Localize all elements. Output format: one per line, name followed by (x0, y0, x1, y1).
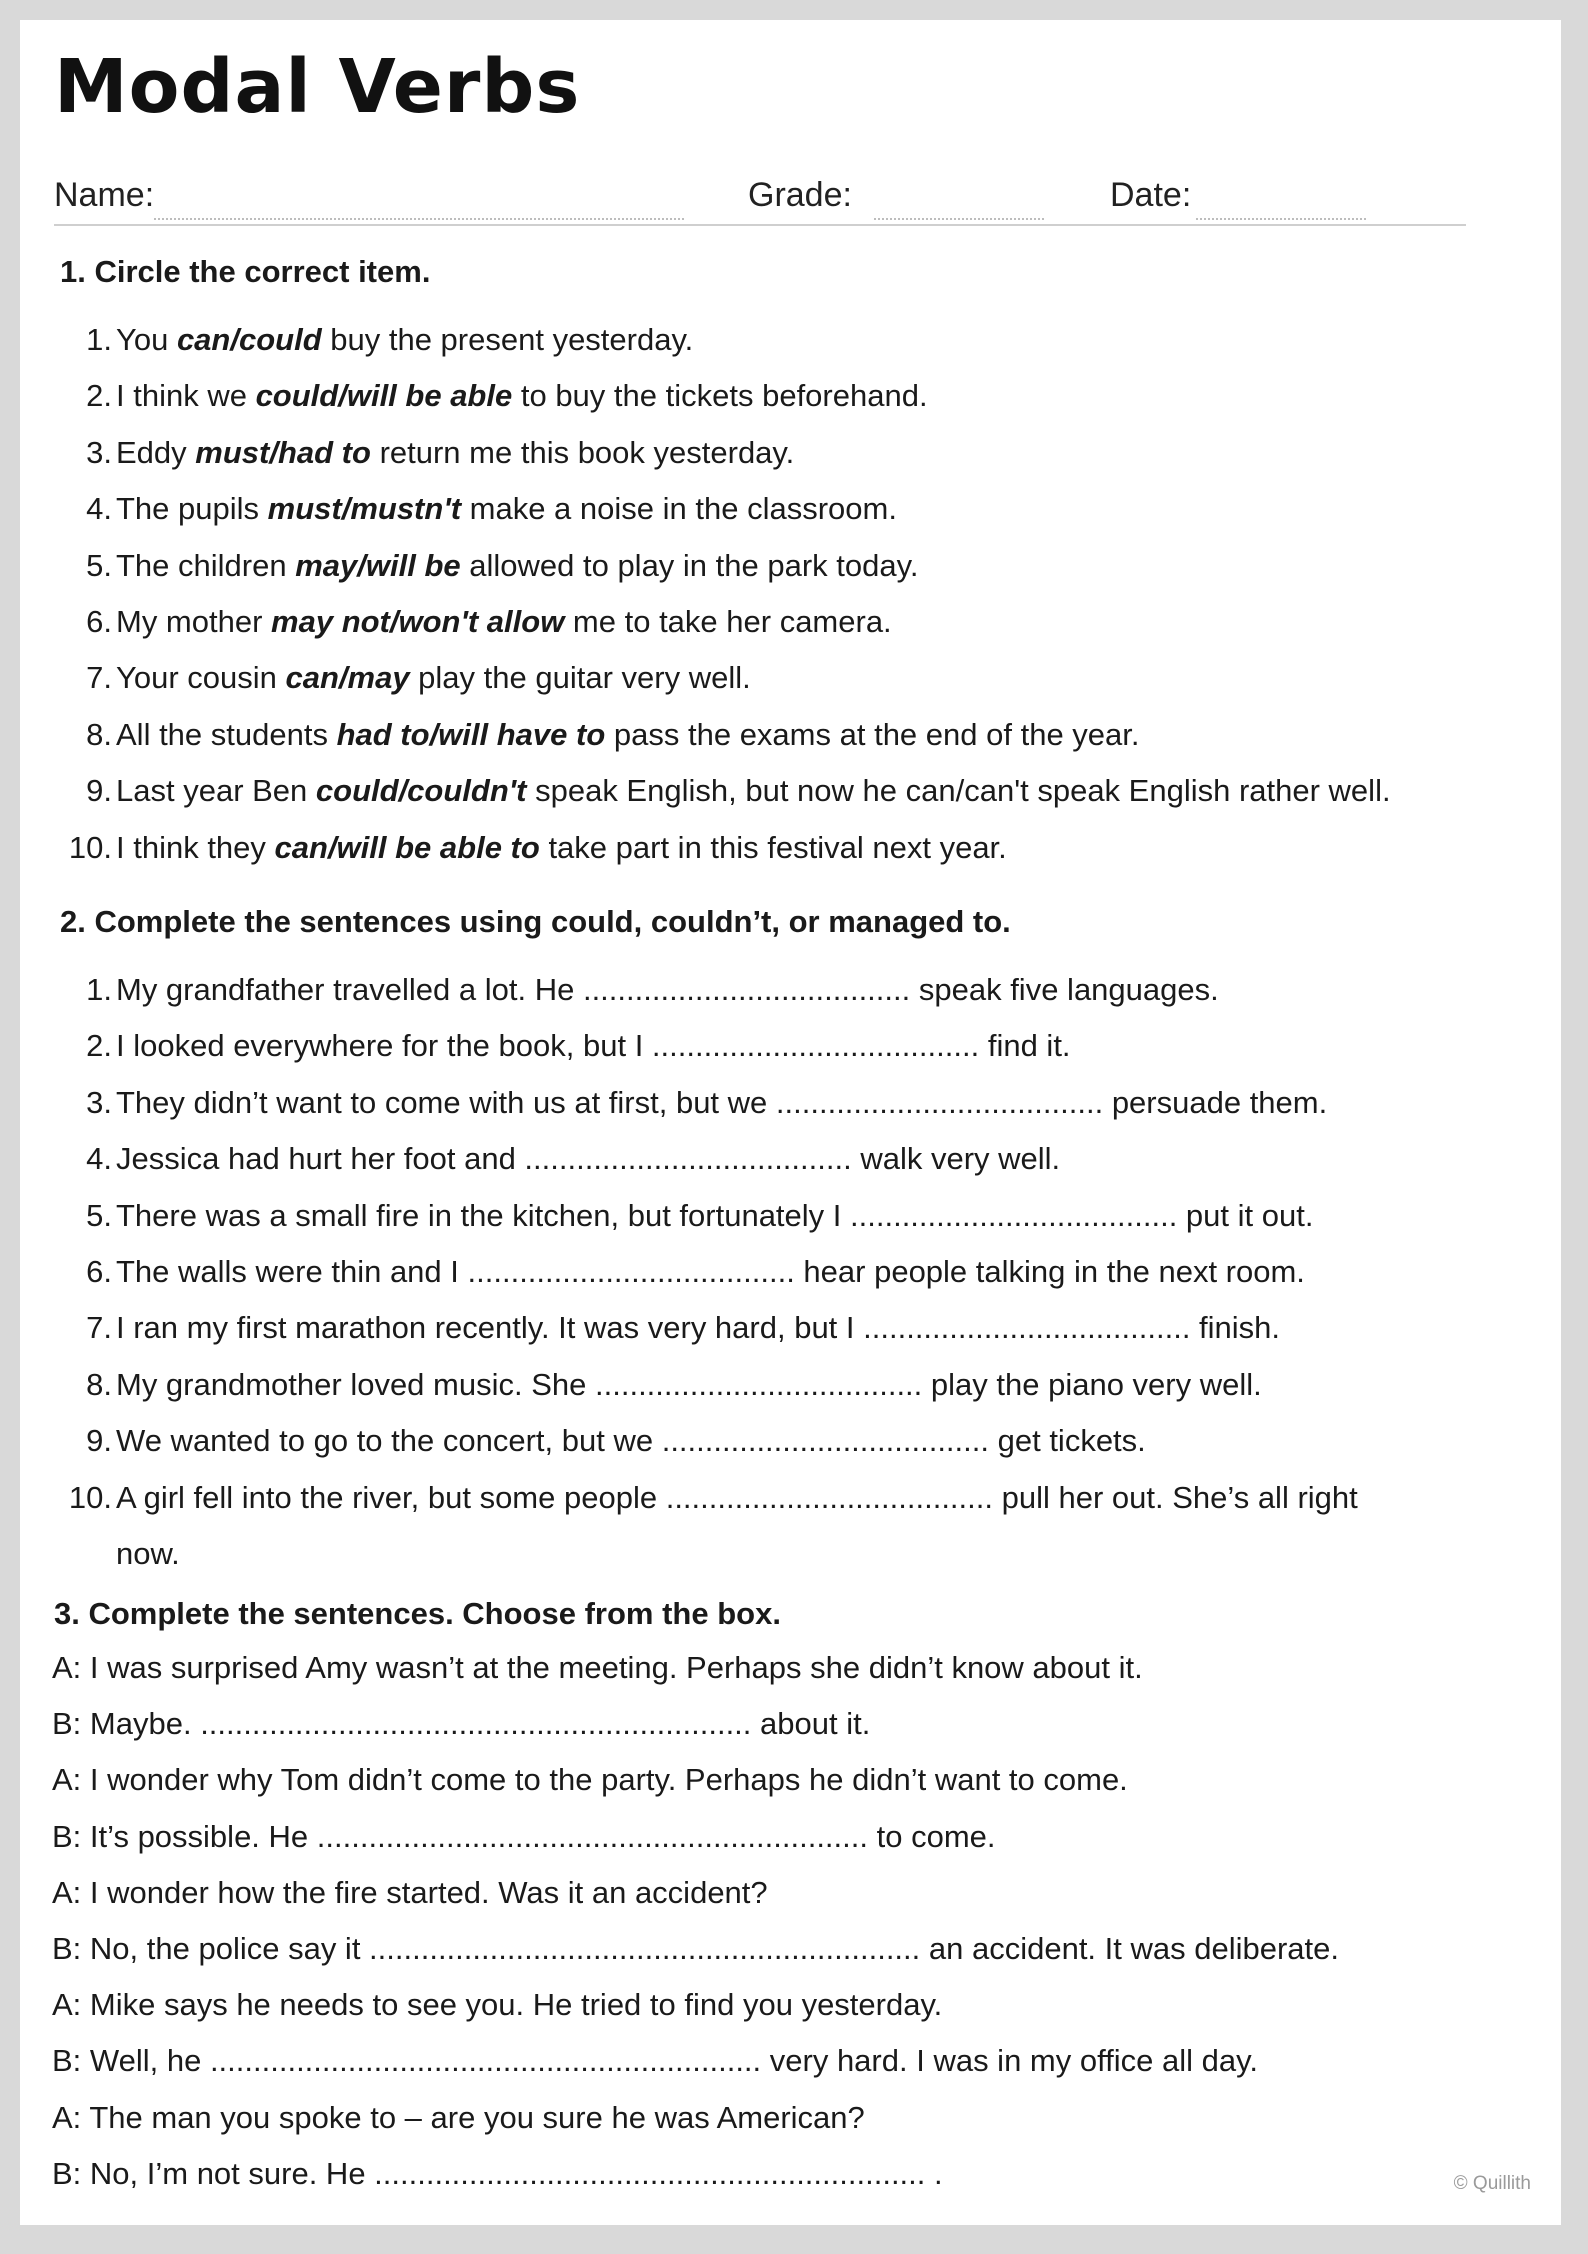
item-text (116, 1470, 1358, 1526)
item-text-after: find it. (979, 1028, 1071, 1064)
item-text-after: pass the exams at the end of the year. (605, 716, 1140, 752)
item-text (116, 707, 1140, 763)
item-text-before: My grandmother loved music. She (116, 1366, 595, 1402)
exercise-item (54, 650, 1534, 706)
dialogue-text: A: Mike says he needs to see you. He tried to find you yesterday. (52, 1987, 943, 2023)
item-text (116, 312, 693, 368)
item-number: 3. (86, 1084, 112, 1120)
answer-blank[interactable]: ................................................................ (369, 1930, 921, 1966)
item-text-after: put it out. (1177, 1197, 1314, 1233)
dialogue-text-before: B: No, the police say it (52, 1930, 370, 1966)
item-text-before: I looked everywhere for the book, but I (116, 1028, 652, 1064)
option-choice[interactable]: must/had to (195, 434, 371, 470)
item-text-before: Your cousin (116, 660, 286, 696)
exercise-item (54, 763, 1534, 819)
item-text (116, 1018, 1071, 1074)
item-text-after: to buy the tickets beforehand. (512, 378, 928, 414)
exercise-item (54, 707, 1534, 763)
item-number: 6. (86, 603, 112, 639)
item-text (116, 763, 1391, 819)
option-choice[interactable]: may not/won't allow (271, 603, 565, 639)
dialogue-text-after: very hard. I was in my office all day. (761, 2043, 1258, 2079)
exercise-item (54, 538, 1534, 594)
dialogue-line (50, 1865, 1530, 1921)
item-text (116, 1413, 1146, 1469)
item-text-before: You (116, 322, 177, 357)
continuation-text: now. (116, 1535, 180, 1571)
item-text-before: A girl fell into the river, but some people (116, 1479, 666, 1515)
item-text (116, 962, 1219, 1018)
dialogue-text-after: about it. (751, 1706, 871, 1742)
item-text (116, 1131, 1060, 1187)
item-text-before: Jessica had hurt her foot and (116, 1141, 525, 1177)
item-text-before: There was a small fire in the kitchen, but fortunately I (116, 1197, 851, 1233)
item-number: 7. (86, 1310, 112, 1346)
dialogue-line (50, 1921, 1530, 1977)
item-text-after: speak English, but now he can/can't speak English rather well. (526, 773, 1391, 809)
dialogue-text-after: an accident. It was deliberate. (920, 1930, 1340, 1966)
exercise-item (54, 1075, 1534, 1131)
dialogue-text-before: B: It’s possible. He (52, 1818, 317, 1854)
dialogue-line (50, 1696, 1530, 1752)
exercise-item (54, 962, 1534, 1018)
answer-blank[interactable]: ................................................................ (316, 1818, 868, 1854)
item-text-after: get tickets. (989, 1423, 1146, 1459)
item-text (116, 594, 892, 650)
option-choice[interactable]: may/will be (295, 547, 461, 583)
item-text-after: me to take her camera. (564, 603, 892, 639)
answer-blank[interactable]: ................................................................ (209, 2043, 762, 2079)
answer-blank[interactable]: ...................................... (863, 1310, 1191, 1346)
exercise-item (54, 368, 1534, 424)
date-field[interactable] (1196, 218, 1366, 220)
exercise-item (54, 1131, 1534, 1187)
name-label: Name: (54, 176, 155, 214)
exercise-item (54, 1357, 1534, 1413)
item-text-after: persuade them. (1103, 1084, 1328, 1120)
item-text (116, 1300, 1280, 1356)
dialogue-line (50, 2090, 1530, 2146)
section-circle-correct (54, 246, 1534, 876)
answer-blank[interactable]: ...................................... (850, 1197, 1178, 1233)
answer-blank[interactable]: ...................................... (524, 1141, 852, 1177)
dialogue-line (50, 1640, 1530, 1696)
dialogue-text-after: . (925, 2155, 943, 2191)
answer-blank[interactable]: ...................................... (651, 1028, 980, 1064)
answer-blank[interactable]: ...................................... (775, 1084, 1104, 1120)
dialogue-text: A: I wonder how the fire started. Was it an accident? (52, 1874, 768, 1910)
answer-blank[interactable]: ................................................................ (374, 2155, 926, 2191)
copyright-credit: © Quillith (1453, 2173, 1531, 2194)
exercise-item (54, 1413, 1534, 1469)
option-choice[interactable]: could/couldn't (315, 773, 527, 809)
answer-blank[interactable]: ...................................... (595, 1366, 923, 1402)
item-text-before: My grandfather travelled a lot. He (116, 972, 583, 1007)
option-choice[interactable]: could/will be able (255, 378, 513, 414)
exercise-item (54, 1244, 1534, 1300)
dialogue-list (50, 1640, 1530, 2202)
item-text-before: My mother (116, 603, 272, 639)
dialogue-line (50, 1809, 1530, 1865)
item-number: 9. (86, 773, 112, 809)
dialogue-line (50, 2146, 1530, 2202)
grade-label: Grade: (748, 176, 852, 214)
item-number: 7. (86, 660, 112, 696)
item-number: 1. (86, 972, 112, 1007)
item-text-after: speak five languages. (910, 972, 1219, 1007)
item-text-before: I ran my first marathon recently. It was very hard, but I (116, 1310, 864, 1346)
option-choice[interactable]: can/will be able to (274, 829, 540, 865)
item-number: 4. (86, 1141, 112, 1177)
exercise-item (54, 312, 1534, 368)
item-text-after: take part in this festival next year. (539, 829, 1007, 865)
item-text-after: return me this book yesterday. (370, 434, 795, 470)
exercise-item (54, 1470, 1534, 1526)
option-choice[interactable]: must/mustn't (267, 491, 462, 527)
dialogue-text: A: I wonder why Tom didn’t come to the party. Perhaps he didn’t want to come. (52, 1762, 1128, 1798)
worksheet-page (20, 20, 1561, 2225)
section-heading: 1. Circle the correct item. (60, 254, 431, 289)
item-text-before: They didn’t want to come with us at first, but we (116, 1084, 776, 1120)
item-text-before: The pupils (116, 491, 268, 527)
item-text (116, 481, 897, 537)
item-text-before: I think they (116, 829, 275, 865)
item-text (116, 538, 918, 594)
page-title: Modal Verbs (54, 44, 581, 130)
answer-blank[interactable]: ...................................... (661, 1423, 989, 1459)
item-text (116, 820, 1007, 876)
item-text (116, 650, 751, 706)
date-label: Date: (1110, 176, 1192, 214)
section-heading: 2. Complete the sentences using could, couldn’t, or managed to. (60, 904, 1011, 939)
exercise-item (54, 594, 1534, 650)
dialogue-text-before: B: Well, he (52, 2043, 210, 2079)
dialogue-text-after: to come. (868, 1818, 996, 1854)
option-choice[interactable]: can/may (285, 660, 410, 696)
item-number: 10. (68, 1479, 112, 1515)
item-text (116, 425, 794, 481)
exercise-item (54, 481, 1534, 537)
item-number: 5. (86, 547, 112, 583)
exercise-list (54, 962, 1534, 1526)
dialogue-line (50, 2033, 1530, 2089)
item-text-after: buy the present yesterday. (321, 322, 694, 357)
dialogue-text: A: I was surprised Amy wasn’t at the meeting. Perhaps she didn’t know about it. (52, 1650, 1143, 1685)
section-complete-modals (54, 896, 1534, 1582)
dialogue-line (50, 1977, 1530, 2033)
item-number: 9. (86, 1423, 112, 1459)
answer-blank[interactable]: ...................................... (582, 972, 911, 1007)
name-field[interactable] (154, 218, 684, 220)
section-heading: 3. Complete the sentences. Choose from the box. (54, 1596, 781, 1631)
item-number: 5. (86, 1197, 112, 1233)
item-text-after: play the guitar very well. (409, 660, 751, 696)
item-text (116, 1075, 1327, 1131)
item-text (116, 1244, 1305, 1300)
item-text-before: Last year Ben (116, 773, 316, 809)
item-number: 2. (86, 378, 112, 414)
answer-blank[interactable]: ...................................... (467, 1253, 795, 1289)
item-number: 6. (86, 1253, 112, 1289)
item-text-before: I think we (116, 378, 256, 414)
item-text-after: pull her out. She’s all right (993, 1479, 1358, 1515)
section-complete-box (50, 1588, 1530, 2202)
exercise-item (54, 1300, 1534, 1356)
item-text-before: Eddy (116, 434, 196, 470)
answer-blank[interactable]: ...................................... (665, 1479, 993, 1515)
item-text-before: We wanted to go to the concert, but we (116, 1423, 662, 1459)
exercise-item (54, 425, 1534, 481)
item-number: 8. (86, 716, 112, 752)
item-text-before: All the students (116, 716, 337, 752)
header-divider (54, 224, 1466, 226)
item-number: 4. (86, 491, 112, 527)
answer-blank[interactable]: ................................................................ (200, 1706, 752, 1742)
dialogue-text: A: The man you spoke to – are you sure he was American? (52, 2099, 865, 2135)
exercise-list (54, 312, 1534, 876)
item-text-before: The walls were thin and I (116, 1253, 468, 1289)
exercise-item (54, 820, 1534, 876)
item-text-after: play the piano very well. (922, 1366, 1262, 1402)
item-text-after: make a noise in the classroom. (461, 491, 897, 527)
dialogue-text-before: B: No, I’m not sure. He (52, 2155, 375, 2191)
item-number: 10. (68, 829, 112, 865)
item-text (116, 1188, 1313, 1244)
grade-field[interactable] (874, 218, 1044, 220)
item-text (116, 368, 928, 424)
item-number: 3. (86, 434, 112, 470)
exercise-item (54, 1018, 1534, 1074)
item-number: 8. (86, 1366, 112, 1402)
item-text-after: walk very well. (851, 1141, 1061, 1177)
student-info-row (20, 156, 1561, 226)
item-text-after: hear people talking in the next room. (794, 1253, 1305, 1289)
item-text-after: allowed to play in the park today. (460, 547, 919, 583)
option-choice[interactable]: can/could (176, 322, 322, 357)
item-number: 1. (86, 322, 112, 357)
dialogue-text-before: B: Maybe. (52, 1706, 201, 1742)
item-text (116, 1357, 1262, 1413)
item-number: 2. (86, 1028, 112, 1064)
dialogue-line (50, 1752, 1530, 1808)
item-text-after: finish. (1190, 1310, 1281, 1346)
exercise-item (54, 1188, 1534, 1244)
item-text-before: The children (116, 547, 296, 583)
option-choice[interactable]: had to/will have to (336, 716, 606, 752)
